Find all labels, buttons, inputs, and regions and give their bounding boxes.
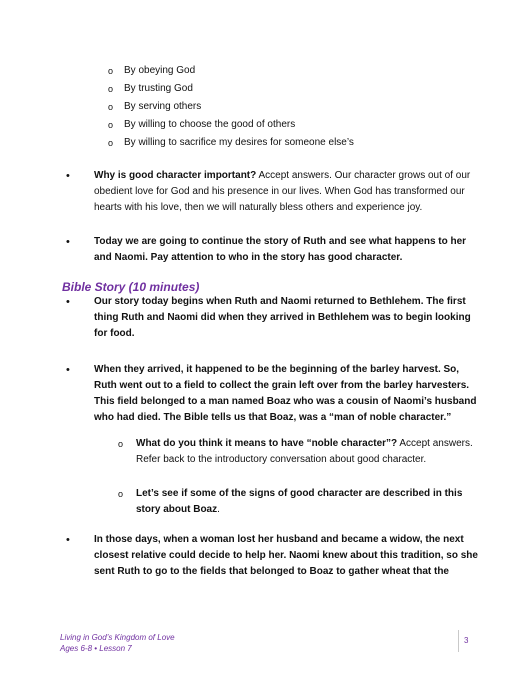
circle-bullet-icon: o xyxy=(108,138,114,148)
footer-title: Living in God’s Kingdom of Love xyxy=(60,633,175,642)
bullet-icon: • xyxy=(66,236,70,248)
bullet-icon: • xyxy=(66,534,70,546)
nested-item-signs-of-character: o Let’s see if some of the signs of good character are described in this story about Boaz. xyxy=(118,486,484,518)
circle-bullet-icon: o xyxy=(108,120,114,130)
bullet-icon: • xyxy=(66,296,70,308)
circle-bullet-icon: o xyxy=(108,102,114,112)
nested-item-noble-character: o What do you think it means to have “noble character”? Accept answers. Refer back to the introductory conversation about good character. xyxy=(118,436,484,468)
page-number: 3 xyxy=(464,636,469,645)
sub-list-character-signs xyxy=(108,64,488,154)
list-item: o By serving others xyxy=(108,101,202,112)
list-item: o By willing to sacrifice my desires for someone else’s xyxy=(108,137,354,148)
circle-bullet-icon: o xyxy=(108,66,114,76)
circle-bullet-icon: o xyxy=(118,439,124,449)
list-item: o By willing to choose the good of others xyxy=(108,119,296,130)
list-item: o By trusting God xyxy=(108,83,193,94)
bullet-continue-story: • Today we are going to continue the story of Ruth and see what happens to her and Naomi. Pay attention to who in the story has good character. xyxy=(62,234,482,266)
bullet-icon: • xyxy=(66,364,70,376)
bullet-story-begins: • Our story today begins when Ruth and Naomi returned to Bethlehem. The first thing Ruth and Naomi did when they arrived in Bethlehem was to begin looking for food. xyxy=(62,294,482,342)
list-item: o By obeying God xyxy=(108,65,196,76)
page-footer xyxy=(60,632,175,654)
section-heading: Bible Story (10 minutes) xyxy=(62,280,200,294)
circle-bullet-icon: o xyxy=(118,489,124,499)
bullet-barley-harvest: • When they arrived, it happened to be the beginning of the barley harvest. So, Ruth went out to a field to collect the grain left over from the barley harvesters. This field belonged to a man named Boaz who was a cousin of Naomi’s husband who had died. The Bible tells us that Boaz, was a “man of noble character.” xyxy=(62,362,482,426)
footer-divider xyxy=(458,630,459,652)
circle-bullet-icon: o xyxy=(108,84,114,94)
footer-subtitle: Ages 6-8 • Lesson 7 xyxy=(60,644,132,653)
bullet-widow-tradition: • In those days, when a woman lost her husband and became a widow, the next closest relative could decide to help her. Naomi knew about this tradition, so she sent Ruth to go to the fields that belonged to Boaz to gather wheat that the xyxy=(62,532,482,580)
bullet-character-importance: • Why is good character important? Accept answers. Our character grows out of our obedient love for God and his presence in our lives. When God has transformed our hearts with his love, then we will naturally bless others and experience joy. xyxy=(62,168,482,216)
bullet-icon: • xyxy=(66,170,70,182)
